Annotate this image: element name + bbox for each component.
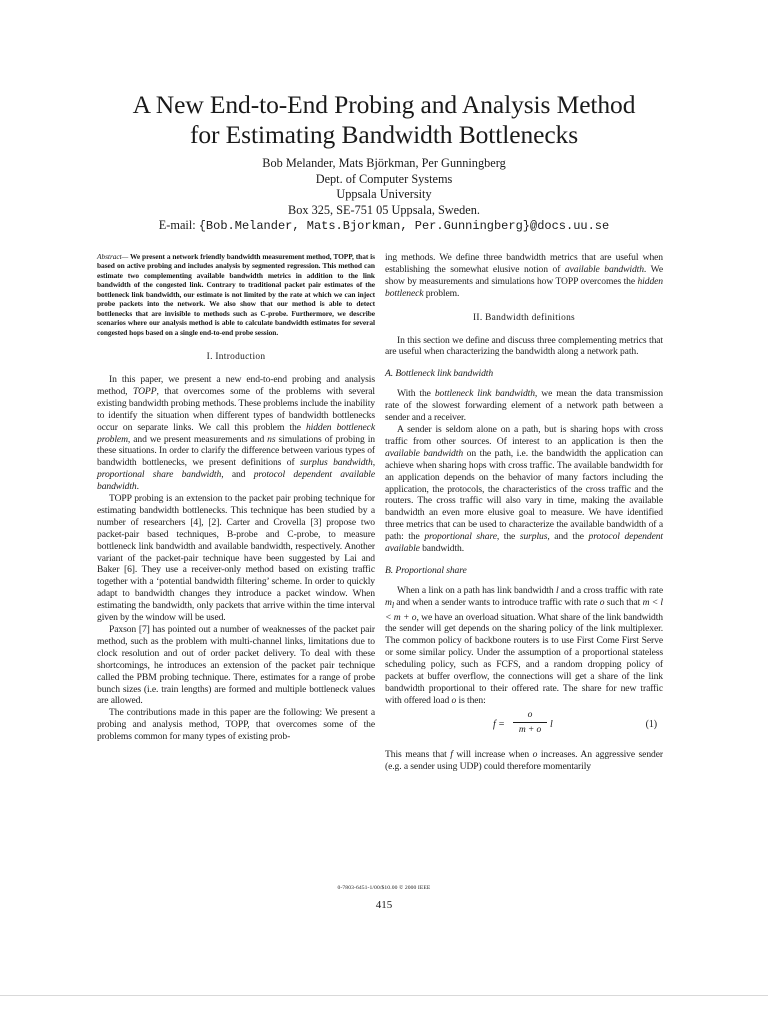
text-run: is then:	[456, 694, 486, 706]
term-available-bandwidth: available bandwidth	[564, 263, 644, 275]
intro-paragraph-1	[97, 374, 375, 493]
equation-numerator: o	[527, 709, 533, 720]
text-run: , the	[496, 531, 520, 543]
term-proportional-share-bandwidth: proportional share bandwidth	[97, 469, 222, 481]
equation-1	[385, 709, 663, 743]
text-run: , and the	[547, 531, 589, 543]
term-hidden-bottleneck: hidden bottleneck	[385, 275, 663, 299]
text-run: simulations of probing in these situations. In order to clarify the difference between various types of bandwidth bottlenecks, we present definitions of	[97, 433, 375, 469]
page-number: 415	[375, 899, 393, 911]
intro-continuation	[385, 252, 663, 300]
text-run: With the	[397, 388, 435, 400]
page-bottom-divider	[0, 995, 768, 996]
equation-number: (1)	[645, 718, 657, 730]
author-names: Bob Melander, Mats Björkman, Per Gunningberg	[262, 156, 506, 170]
text-run: bandwidth.	[419, 543, 465, 555]
text-run: In this paper, we present a new end-to-end probing and analysis method,	[97, 373, 375, 397]
text-run: increases. An aggressive sender (e.g. a sender using UDP) could therefore momentarily	[385, 748, 663, 772]
text-run: This means that	[385, 748, 451, 760]
equation-lhs: f =	[493, 718, 505, 730]
term-proportional-share: proportional share	[424, 531, 497, 543]
term-available-bandwidth: available bandwidth	[385, 447, 464, 459]
intro-paragraph-4: The contributions made in this paper are the following: We present a probing and analysis method, TOPP, that overcomes some of the problems common for many types of existing prob-	[97, 707, 375, 743]
term-ns: ns	[267, 433, 276, 445]
text-run: , we have an overload situation. What share of the link bandwidth the sender will get depends on the sharing policy of the link multiplexer. The common policy of backbone routers is to use First Come First Serve or some similar policy. Under the assumption of a proportional stateless scheduling policy, such as FCFS, and a random dropping policy of packets at buffer overflow, the connections will get a share of the link bandwidth proportional to their offered rate. The share for new traffic with offered load	[385, 611, 664, 706]
author-block	[0, 156, 768, 235]
term-surplus: surplus	[519, 531, 548, 543]
fraction-bar	[513, 722, 547, 723]
section-heading-bandwidth-definitions: II. Bandwidth definitions	[472, 312, 576, 323]
text-run: , that overcomes some of the problems with several existing bandwidth probing methods. These problems include the inability to identify the situation when different types of bandwidth bottlenecks occur on separate links. We call this problem the	[97, 385, 375, 433]
subsectionA-paragraph-1	[385, 388, 663, 424]
title-line-2: for Estimating Bandwidth Bottlenecks	[189, 120, 579, 149]
equation-fraction	[513, 709, 547, 736]
text-run: A sender is seldom alone on a path, but is sharing hops with cross traffic from other sources. Of interest to an application is then the	[385, 423, 663, 447]
author-address: Box 325, SE-751 05 Uppsala, Sweden.	[288, 202, 480, 217]
subsection-heading-bottleneck-link-bandwidth: A. Bottleneck link bandwidth	[385, 368, 494, 380]
text-run: When a link on a path has link bandwidth	[397, 584, 556, 596]
text-run: problem.	[423, 287, 460, 299]
intro-paragraph-2: TOPP probing is an extension to the packet pair probing technique for estimating bandwidth bottlenecks. This technique has been studied by a number of researchers [4], [2]. Carter and Crovella [3] propose two packet-pair based techniques, B-probe and C-probe, to measure bottleneck link bandwidth and available bandwidth, respectively. Another variant of the packet-pair technique have been suggested by Lai and Baker [6]. They use a receiver-only method based on existing traffic together with a ‘potential bandwidth filtering’ scheme. In order to quickly adapt to bandwidth changes they introduce a packet window. When estimating the bandwidth, only packets that arrive within the time interval given by the window will be used.	[97, 493, 375, 624]
title-line-1: A New End-to-End Probing and Analysis Method	[132, 90, 636, 119]
var-f: f	[450, 748, 453, 760]
var-m	[385, 597, 394, 608]
section2-paragraph-1: In this section we define and discuss three complementing metrics that are useful when characterizing the bandwidth along a network path.	[385, 334, 663, 358]
text-run: and when a sender wants to introduce traffic with rate	[393, 596, 600, 608]
var-o: o	[532, 748, 538, 760]
author-email: {Bob.Melander, Mats.Bjorkman, Per.Gunningberg}@docs.uu.se	[198, 219, 610, 234]
subsectionA-paragraph-2	[385, 424, 663, 555]
var-o: o	[451, 694, 457, 706]
section-heading-introduction: I. Introduction	[206, 352, 266, 363]
text-run: ing methods. We define three bandwidth metrics that are useful when establishing the somewhat elusive notion of	[385, 252, 663, 275]
term-bottleneck-link-bandwidth: bottleneck link bandwidth	[434, 388, 535, 400]
after-equation-paragraph	[385, 749, 663, 773]
text-run: . We show by measurements and simulations how TOPP overcomes the	[385, 263, 663, 287]
text-run: .	[136, 481, 139, 493]
var-o: o	[599, 596, 605, 608]
email-prefix: E-mail:	[158, 218, 199, 233]
term-topp: TOPP	[133, 385, 157, 397]
copyright-notice: 0-7803-6451-1/00/$10.00 © 2000 IEEE	[337, 885, 431, 891]
abstract-lead: Abstract—	[97, 252, 129, 261]
term-protocol-dependent-available-bandwidth: protocol dependent available bandwidth	[97, 469, 375, 493]
left-column	[97, 252, 375, 743]
term-protocol-dependent-available: protocol dependent available	[385, 531, 663, 555]
text-run: and a cross traffic with rate	[558, 584, 663, 596]
inequality: m < l < m + o	[385, 596, 663, 623]
subsectionB-paragraph-1	[385, 585, 663, 707]
var-m-base: m	[385, 596, 392, 608]
author-university: Uppsala University	[336, 187, 432, 202]
term-hidden-bottleneck-problem: hidden bottleneck problem	[97, 421, 375, 445]
text-run: ,	[372, 457, 375, 469]
abstract-text: We present a network friendly bandwidth measurement method, TOPP, that is based on active probing and includes analysis by segmented regression. This method can estimate two complementing available bandwidth metrics in addition to the link bandwidth of the congested link. Contrary to traditional packet pair estimates of the bottleneck link bandwidth, our estimate is not limited by the rate at which we can inject probe packets into the network. We also show that our method is able to detect bottlenecks that are invisible to methods such as C-probe. Furthermore, we describe scenarios where our analysis method is able to calculate bandwidth estimates for several congested hops based on a single end-to-end probe session.	[97, 252, 375, 337]
text-run: , and	[221, 469, 254, 481]
introduction-section	[97, 352, 375, 743]
right-column	[385, 252, 663, 773]
equation-factor: l	[550, 718, 553, 730]
term-surplus-bandwidth: surplus bandwidth	[300, 457, 373, 469]
text-run: , and we present measurements and	[127, 433, 268, 445]
paper-title	[0, 90, 768, 150]
text-run: , we mean the data transmission rate of the slowest forwarding element of a network path between a sender and a receiver.	[385, 388, 663, 424]
text-run: will increase when	[452, 748, 533, 760]
abstract	[97, 252, 375, 337]
text-run: such that	[604, 596, 643, 608]
var-m-subscript: l	[391, 600, 394, 610]
text-run: on the path, i.e. the bandwidth the application can achieve when sharing hops with cross traffic. The available bandwidth for an application depends on the behavior of many factors including the application, the protocols, the characteristics of the cross traffic and the routers. The cross traffic will also vary in time, making the available bandwidth an even more elusive goal to measure. We have identified three metrics that can be used to characterize the available bandwidth of a path: the	[385, 447, 664, 543]
subsection-heading-proportional-share: B. Proportional share	[385, 564, 467, 576]
equation-denominator: m + o	[518, 724, 542, 735]
author-department: Dept. of Computer Systems	[315, 171, 453, 186]
var-l: l	[555, 584, 559, 596]
author-email-line	[0, 218, 768, 235]
intro-paragraph-3: Paxson [7] has pointed out a number of weaknesses of the packet pair method, such as the problem with multi-channel links, limitations due to clock resolution and out of order packet delivery. To deal with these shortcomings, he introduces an extension of the packet pair technique called the PBM probing technique. There, estimates for a range of probe bunch sizes (i.e. train lengths) are formed and multiple bottleneck values are allowed.	[97, 624, 375, 707]
